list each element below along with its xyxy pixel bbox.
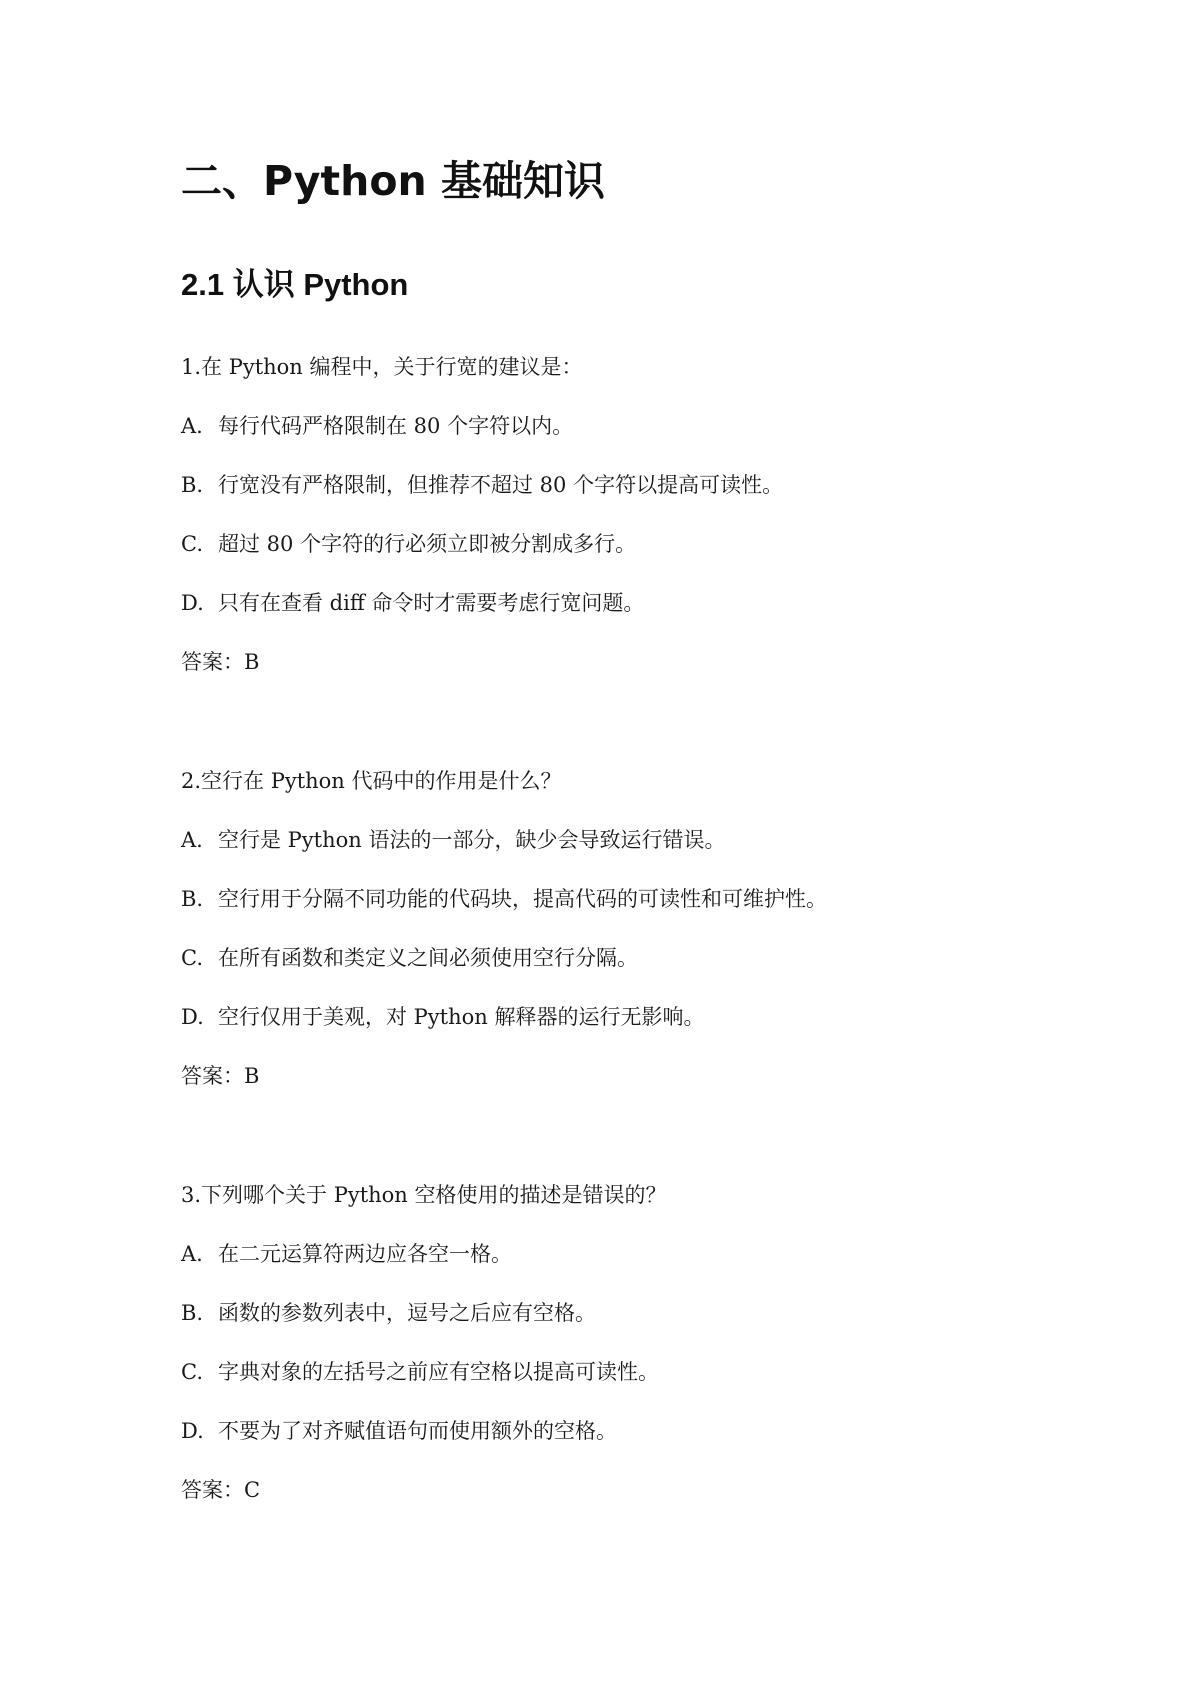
option-letter: A.: [181, 414, 203, 438]
question-2-option-a: [181, 822, 725, 858]
section-title: 2.1 认识 Python: [181, 267, 409, 302]
option-letter: D.: [181, 591, 204, 615]
option-text: 不要为了对齐赋值语句而使用额外的空格。: [218, 1419, 617, 1443]
option-text: 在二元运算符两边应各空一格。: [218, 1242, 512, 1266]
question-1-option-b: [181, 467, 783, 503]
chapter-title: 二、Python 基础知识: [181, 157, 605, 205]
question-1-option-d: [181, 585, 644, 621]
question-3-option-d: [181, 1413, 617, 1449]
option-text: 字典对象的左括号之前应有空格以提高可读性。: [218, 1360, 659, 1384]
question-2-stem: 2.空行在 Python 代码中的作用是什么？: [181, 769, 562, 793]
option-letter: C.: [181, 532, 203, 556]
question-3-stem: 3.下列哪个关于 Python 空格使用的描述是错误的？: [181, 1183, 667, 1207]
question-2-option-c: [181, 940, 638, 976]
question-2-option-d: [181, 999, 704, 1035]
answer-value: B: [244, 1064, 260, 1088]
answer-prefix: 答案：: [181, 1478, 244, 1502]
question-1-option-a: [181, 408, 573, 444]
option-text: 空行是 Python 语法的一部分，缺少会导致运行错误。: [218, 828, 726, 852]
option-letter: A.: [181, 1242, 203, 1266]
question-3-option-b: [181, 1295, 596, 1331]
question-1-option-c: [181, 526, 636, 562]
question-3-answer: [181, 1472, 260, 1508]
question-1-answer: [181, 644, 259, 680]
question-3-option-c: [181, 1354, 659, 1390]
option-text: 在所有函数和类定义之间必须使用空行分隔。: [218, 946, 638, 970]
option-text: 函数的参数列表中，逗号之后应有空格。: [218, 1301, 596, 1325]
answer-value: B: [244, 650, 260, 674]
question-2-option-b: [181, 881, 827, 917]
option-text: 空行用于分隔不同功能的代码块，提高代码的可读性和可维护性。: [218, 887, 827, 911]
answer-prefix: 答案：: [181, 650, 244, 674]
question-3-option-a: [181, 1236, 512, 1272]
option-letter: D.: [181, 1005, 204, 1029]
question-2-answer: [181, 1058, 259, 1094]
option-letter: B.: [181, 887, 204, 911]
option-text: 超过 80 个字符的行必须立即被分割成多行。: [218, 532, 637, 556]
option-letter: C.: [181, 1360, 203, 1384]
option-letter: C.: [181, 946, 203, 970]
option-text: 空行仅用于美观，对 Python 解释器的运行无影响。: [218, 1005, 705, 1029]
option-text: 每行代码严格限制在 80 个字符以内。: [218, 414, 574, 438]
answer-value: C: [244, 1478, 261, 1502]
option-text: 只有在查看 diff 命令时才需要考虑行宽问题。: [218, 591, 645, 615]
option-letter: A.: [181, 828, 203, 852]
answer-prefix: 答案：: [181, 1064, 244, 1088]
option-text: 行宽没有严格限制，但推荐不超过 80 个字符以提高可读性。: [218, 473, 784, 497]
question-1-stem: 1.在 Python 编程中，关于行宽的建议是：: [181, 355, 583, 379]
option-letter: B.: [181, 1301, 204, 1325]
option-letter: B.: [181, 473, 204, 497]
option-letter: D.: [181, 1419, 204, 1443]
